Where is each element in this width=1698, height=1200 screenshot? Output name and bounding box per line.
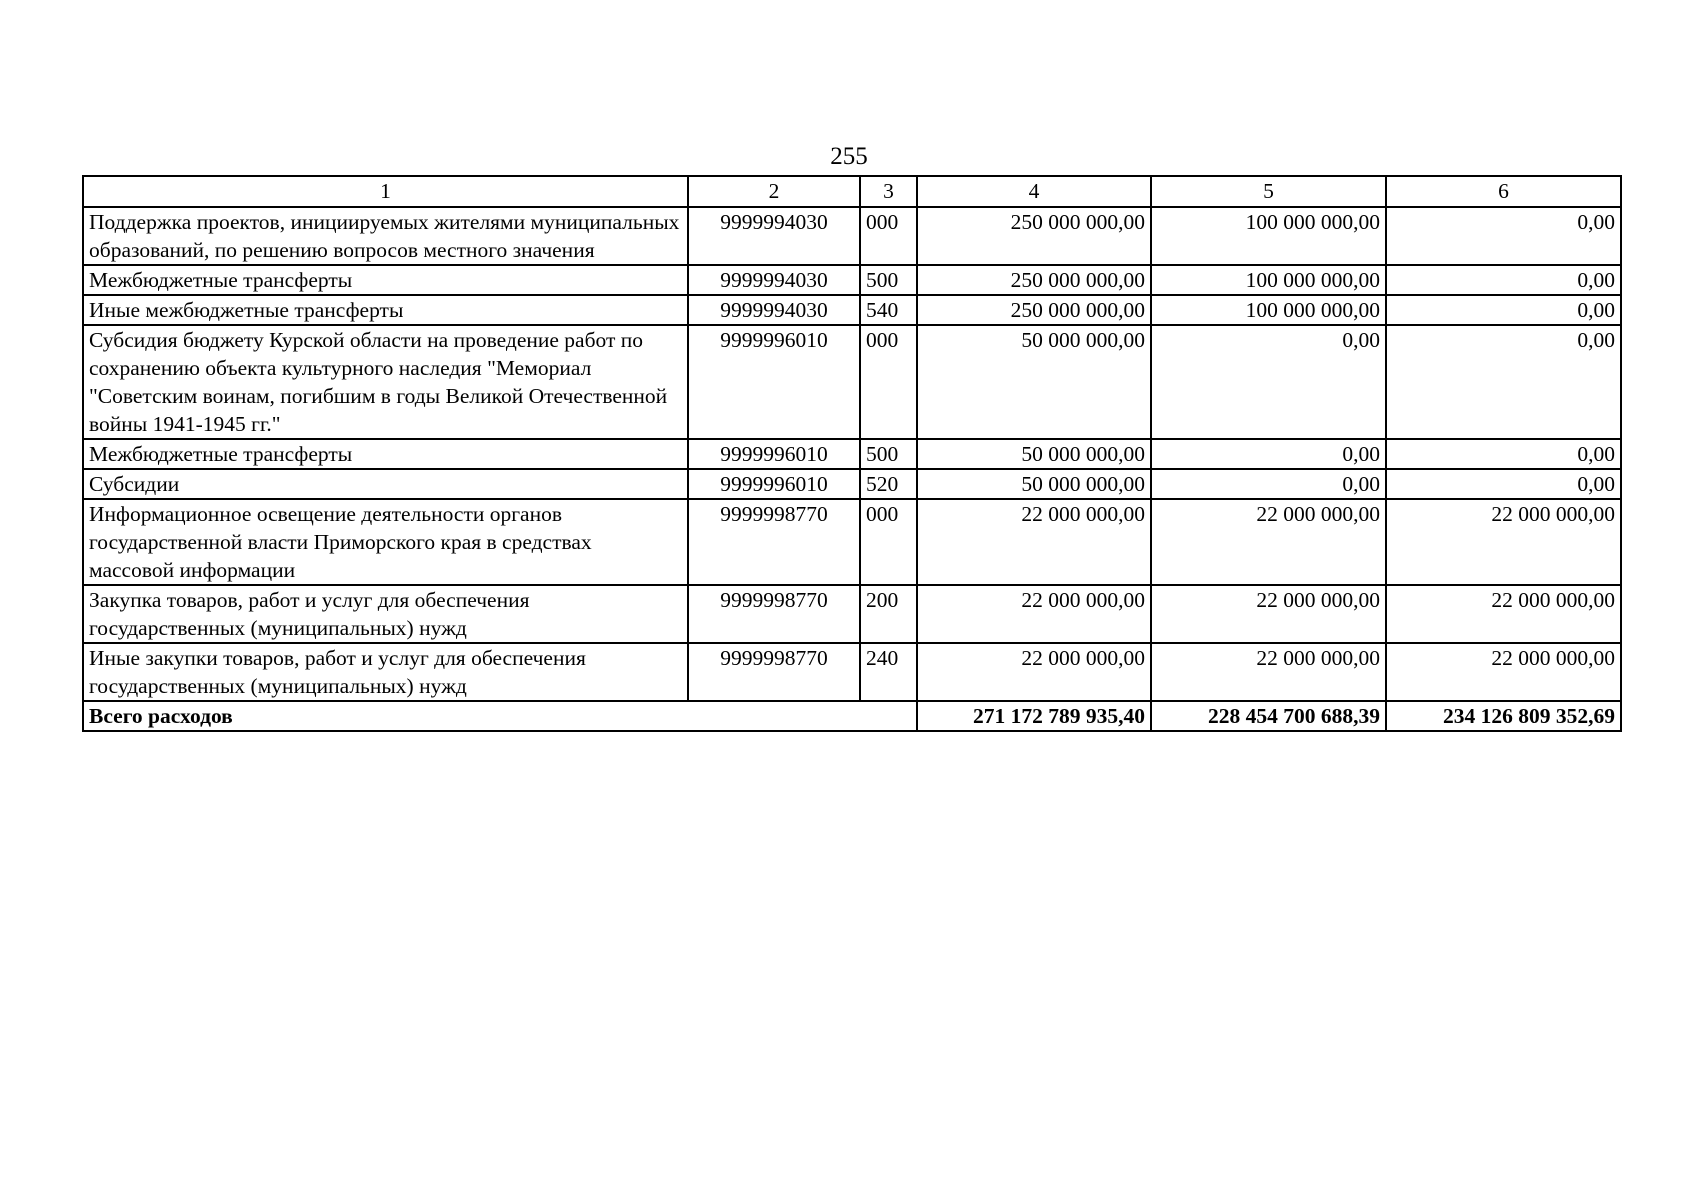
row-value-6: 0,00 <box>1386 439 1621 469</box>
row-value-6: 22 000 000,00 <box>1386 585 1621 643</box>
row-vr: 540 <box>860 295 917 325</box>
row-value-6: 0,00 <box>1386 325 1621 439</box>
row-value-6: 0,00 <box>1386 207 1621 265</box>
table-row <box>83 439 1621 469</box>
table-row <box>83 295 1621 325</box>
total-value-5: 228 454 700 688,39 <box>1151 701 1386 731</box>
row-value-4: 22 000 000,00 <box>917 585 1151 643</box>
row-name: Субсидия бюджету Курской области на проведение работ по сохранению объекта культурного наследия "Мемориал "Советским воинам, погибшим в годы Великой Отечественной войны 1941-1945 гг." <box>83 325 688 439</box>
row-code: 9999996010 <box>688 469 860 499</box>
table-row <box>83 265 1621 295</box>
table-row <box>83 499 1621 585</box>
row-code: 9999998770 <box>688 643 860 701</box>
row-value-4: 22 000 000,00 <box>917 499 1151 585</box>
row-value-5: 0,00 <box>1151 325 1386 439</box>
row-name: Межбюджетные трансферты <box>83 265 688 295</box>
row-code: 9999996010 <box>688 325 860 439</box>
header-cell-6: 6 <box>1386 176 1621 207</box>
row-vr: 200 <box>860 585 917 643</box>
row-code: 9999996010 <box>688 439 860 469</box>
row-value-6: 22 000 000,00 <box>1386 643 1621 701</box>
table-row <box>83 207 1621 265</box>
total-label: Всего расходов <box>83 701 917 731</box>
row-vr: 240 <box>860 643 917 701</box>
row-value-4: 250 000 000,00 <box>917 295 1151 325</box>
header-row <box>83 176 1621 207</box>
row-name: Закупка товаров, работ и услуг для обеспечения государственных (муниципальных) нужд <box>83 585 688 643</box>
row-value-5: 22 000 000,00 <box>1151 499 1386 585</box>
table-row <box>83 643 1621 701</box>
row-value-6: 22 000 000,00 <box>1386 499 1621 585</box>
row-value-4: 50 000 000,00 <box>917 469 1151 499</box>
row-value-6: 0,00 <box>1386 295 1621 325</box>
row-name: Поддержка проектов, инициируемых жителями муниципальных образований, по решению вопросов местного значения <box>83 207 688 265</box>
page-number: 255 <box>830 143 868 170</box>
header-cell-3: 3 <box>860 176 917 207</box>
row-name: Иные закупки товаров, работ и услуг для обеспечения государственных (муниципальных) нужд <box>83 643 688 701</box>
header-cell-5: 5 <box>1151 176 1386 207</box>
row-name: Субсидии <box>83 469 688 499</box>
header-cell-2: 2 <box>688 176 860 207</box>
row-value-5: 100 000 000,00 <box>1151 265 1386 295</box>
row-value-4: 22 000 000,00 <box>917 643 1151 701</box>
header-cell-1: 1 <box>83 176 688 207</box>
total-value-6: 234 126 809 352,69 <box>1386 701 1621 731</box>
row-code: 9999998770 <box>688 585 860 643</box>
row-name: Межбюджетные трансферты <box>83 439 688 469</box>
row-value-5: 22 000 000,00 <box>1151 585 1386 643</box>
row-value-5: 100 000 000,00 <box>1151 207 1386 265</box>
row-code: 9999994030 <box>688 207 860 265</box>
row-value-5: 22 000 000,00 <box>1151 643 1386 701</box>
row-code: 9999994030 <box>688 265 860 295</box>
total-row <box>83 701 1621 731</box>
row-value-4: 250 000 000,00 <box>917 207 1151 265</box>
header-cell-4: 4 <box>917 176 1151 207</box>
row-value-6: 0,00 <box>1386 265 1621 295</box>
table-row <box>83 325 1621 439</box>
row-vr: 520 <box>860 469 917 499</box>
total-value-4: 271 172 789 935,40 <box>917 701 1151 731</box>
row-value-5: 0,00 <box>1151 439 1386 469</box>
row-vr: 500 <box>860 265 917 295</box>
row-vr: 000 <box>860 499 917 585</box>
row-vr: 500 <box>860 439 917 469</box>
budget-table <box>82 175 1622 732</box>
row-value-4: 50 000 000,00 <box>917 439 1151 469</box>
row-name: Информационное освещение деятельности органов государственной власти Приморского края в средствах массовой информации <box>83 499 688 585</box>
row-vr: 000 <box>860 207 917 265</box>
row-value-5: 0,00 <box>1151 469 1386 499</box>
row-name: Иные межбюджетные трансферты <box>83 295 688 325</box>
table-row <box>83 469 1621 499</box>
row-value-5: 100 000 000,00 <box>1151 295 1386 325</box>
row-value-6: 0,00 <box>1386 469 1621 499</box>
row-value-4: 250 000 000,00 <box>917 265 1151 295</box>
table-row <box>83 585 1621 643</box>
row-code: 9999994030 <box>688 295 860 325</box>
row-vr: 000 <box>860 325 917 439</box>
row-value-4: 50 000 000,00 <box>917 325 1151 439</box>
row-code: 9999998770 <box>688 499 860 585</box>
